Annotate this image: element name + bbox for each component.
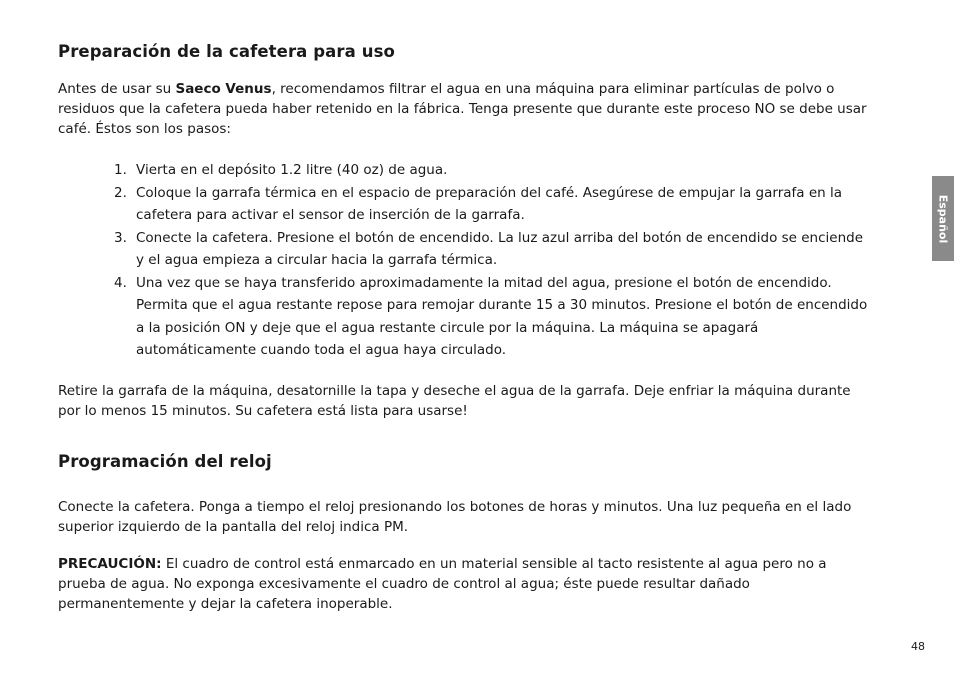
step-text: Coloque la garrafa térmica en el espacio de preparación del café. Asegúrese de empujar la garrafa en la cafetera para activar el sensor de inserción de la garrafa. xyxy=(136,184,843,223)
step-number: 4. xyxy=(114,274,127,291)
brand-name: Saeco Venus xyxy=(175,81,272,97)
clock-paragraph: Conecte la cafetera. Ponga a tiempo el reloj presionando los botones de horas y minutos. Una luz pequeña en el lado superior izquierdo de la pantalla del reloj indica PM. xyxy=(58,499,852,535)
step-text: Vierta en el depósito 1.2 litre (40 oz) de agua. xyxy=(136,162,448,178)
caution-label: PRECAUCIÓN: xyxy=(58,556,162,572)
intro-text-end: , recomendamos filtrar el agua en una máquina para eliminar partículas de polvo o residuos que la cafetera pueda haber retenido en la fábrica. Tenga presente que durante este proceso NO se debe usar café. Éstos son los pasos: xyxy=(58,81,867,137)
list-item xyxy=(114,159,874,182)
language-tab-label: Español xyxy=(936,194,950,243)
list-item xyxy=(114,227,874,272)
step-number: 3. xyxy=(114,229,127,246)
section-heading-preparation: Preparación de la cafetera para uso xyxy=(58,42,395,61)
list-item xyxy=(114,182,874,227)
step-number: 1. xyxy=(114,162,127,178)
steps-list xyxy=(114,159,874,362)
language-tab xyxy=(932,176,954,261)
page-number: 48 xyxy=(911,640,925,653)
list-item xyxy=(114,272,874,362)
intro-text-start: Antes de usar su xyxy=(58,81,176,97)
section-heading-clock: Programación del reloj xyxy=(58,452,272,471)
caution-text: El cuadro de control está enmarcado en un material sensible al tacto resistente al agua pero no a prueba de agua. No exponga excesivamente el cuadro de control al agua; éste puede resultar dañado permanentemente y dejar la cafetera inoperable. xyxy=(58,556,827,612)
step-number: 2. xyxy=(114,184,127,201)
closing-paragraph: Retire la garrafa de la máquina, desatornille la tapa y deseche el agua de la garrafa. Deje enfriar la máquina durante por lo menos 15 minutos. Su cafetera está lista para usarse! xyxy=(58,383,851,419)
step-text: Una vez que se haya transferido aproximadamente la mitad del agua, presione el botón de encendido. Permita que el agua restante repose para remojar durante 15 a 30 minutos. Presione el botón de encendido a la posición ON y deje que el agua restante circule por la máquina. La máquina se apagará automáticamente cuando toda el agua haya circulado. xyxy=(136,274,868,358)
intro-paragraph xyxy=(58,79,870,139)
step-text: Conecte la cafetera. Presione el botón de encendido. La luz azul arriba del botón de encendido se enciende y el agua empieza a circular hacia la garrafa térmica. xyxy=(136,229,864,268)
caution-paragraph xyxy=(58,554,870,614)
